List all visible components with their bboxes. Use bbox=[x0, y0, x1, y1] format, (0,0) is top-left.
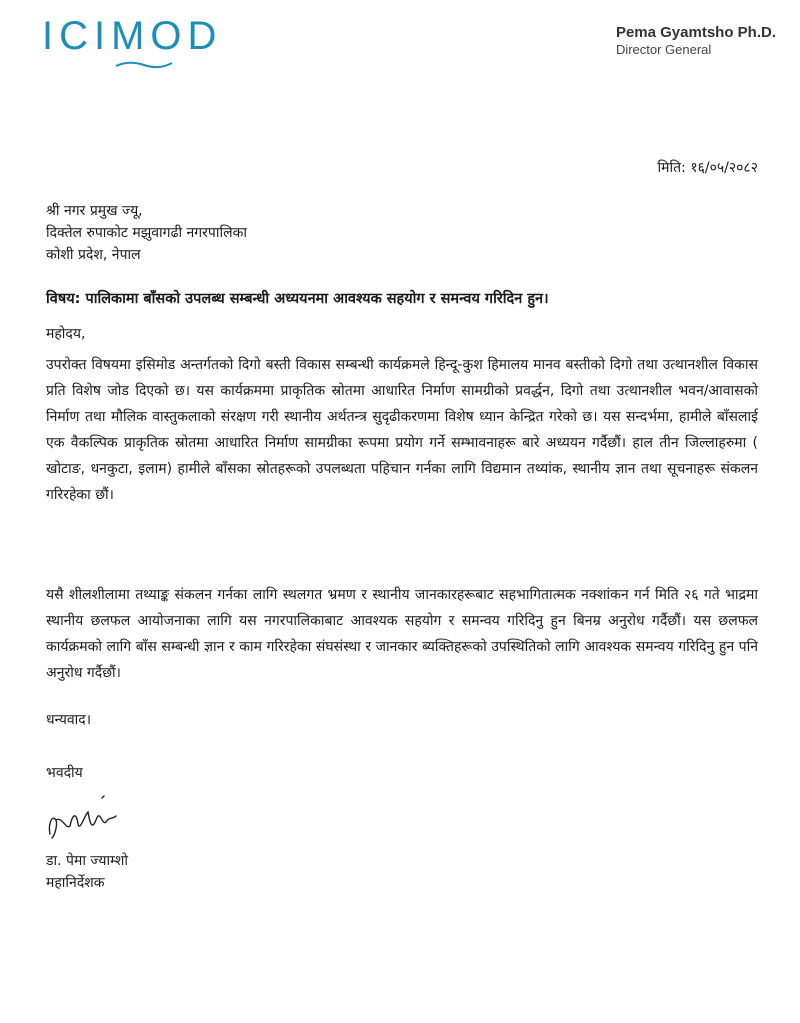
letter-date: मिति: १६/०५/२०८२ bbox=[657, 160, 758, 176]
body-paragraph-1: उपरोक्त विषयमा इसिमोड अन्तर्गतको दिगो बस्ती विकास सम्बन्धी कार्यक्रमले हिन्दू-कुश हिमालय मानव बस्तीको दिगो तथा उत्थानशील विकास प्रति विशेष जोड दिएको छ। यस कार्यक्रममा प्राकृतिक स्रोतमा आधारित निर्माण सामग्रीको प्रवर्द्धन, दिगो तथा उत्थानशील भवन/आवासको निर्माण तथा मौलिक वास्तुकलाको संरक्षण गरी स्थानीय अर्थतन्त्र सुदृढीकरणमा विशेष ध्यान केन्द्रित गरेको छ। यस सन्दर्भमा, हामीले बाँसलाई एक वैकल्पिक प्राकृतिक स्रोतमा आधारित निर्माण सामग्रीका रूपमा प्रयोग गर्ने सम्भावनाहरू बारे अध्ययन गर्दैछौं। हाल तीन जिल्लाहरुमा ( खोटाङ, धनकुटा, इलाम) हामीले बाँसका स्रोतहरूको उपलब्धता पहिचान गर्नका लागि विद्यमान तथ्यांक, स्थानीय ज्ञान तथा सूचनाहरू संकलन गरिरहेका छौं। bbox=[46, 357, 758, 503]
letter-subject: विषय: पालिकामा बाँसको उपलब्ध सम्बन्धी अध्ययनमा आवश्यक सहयोग र समन्वय गरिदिन हुन। bbox=[46, 291, 549, 307]
closing-line: भवदीय bbox=[46, 765, 83, 781]
logo-text: ICIMOD bbox=[42, 14, 223, 58]
signer-title: महानिर्देशक bbox=[46, 875, 105, 891]
director-name: Pema Gyamtsho Ph.D. bbox=[615, 24, 776, 41]
director-title: Director General bbox=[615, 42, 712, 57]
icimod-logo bbox=[42, 14, 242, 70]
logo-wave-icon bbox=[114, 58, 174, 70]
recipient-line: कोशी प्रदेश, नेपाल bbox=[46, 247, 141, 263]
recipient-line: दिक्तेल रुपाकोट मझुवागढी नगरपालिका bbox=[46, 225, 247, 241]
signer-block bbox=[46, 850, 128, 894]
signer-name: डा. पेमा ज्याम्शो bbox=[46, 853, 128, 869]
recipient-address bbox=[46, 200, 247, 266]
signature-image bbox=[42, 786, 152, 846]
thanks-line: धन्यवाद। bbox=[46, 712, 92, 728]
salutation: महोदय, bbox=[46, 326, 86, 342]
body-paragraph-2: यसै शीलशीलामा तथ्याङ्क संकलन गर्नका लागि स्थलगत भ्रमण र स्थानीय जानकारहरूबाट सहभागितात्मक नक्शांकन गर्न मिति २६ गते भाद्रमा स्थानीय छलफल आयोजनाका लागि यस नगरपालिकाबाट आवश्यक सहयोग र समन्वय गरिदिनु हुन बिनम्र अनुरोध गर्दैछौं। यस छलफल कार्यक्रमको लागि बाँस सम्बन्धी ज्ञान र काम गरिरहेका संघसंस्था र जानकार ब्यक्तिहरूको उपस्थितिको लागि आवश्यक समन्वय गरिदिनु हुन पनि अनुरोध गर्दैछौं। bbox=[46, 587, 758, 681]
recipient-line: श्री नगर प्रमुख ज्यू, bbox=[46, 203, 143, 219]
director-block bbox=[616, 24, 776, 58]
